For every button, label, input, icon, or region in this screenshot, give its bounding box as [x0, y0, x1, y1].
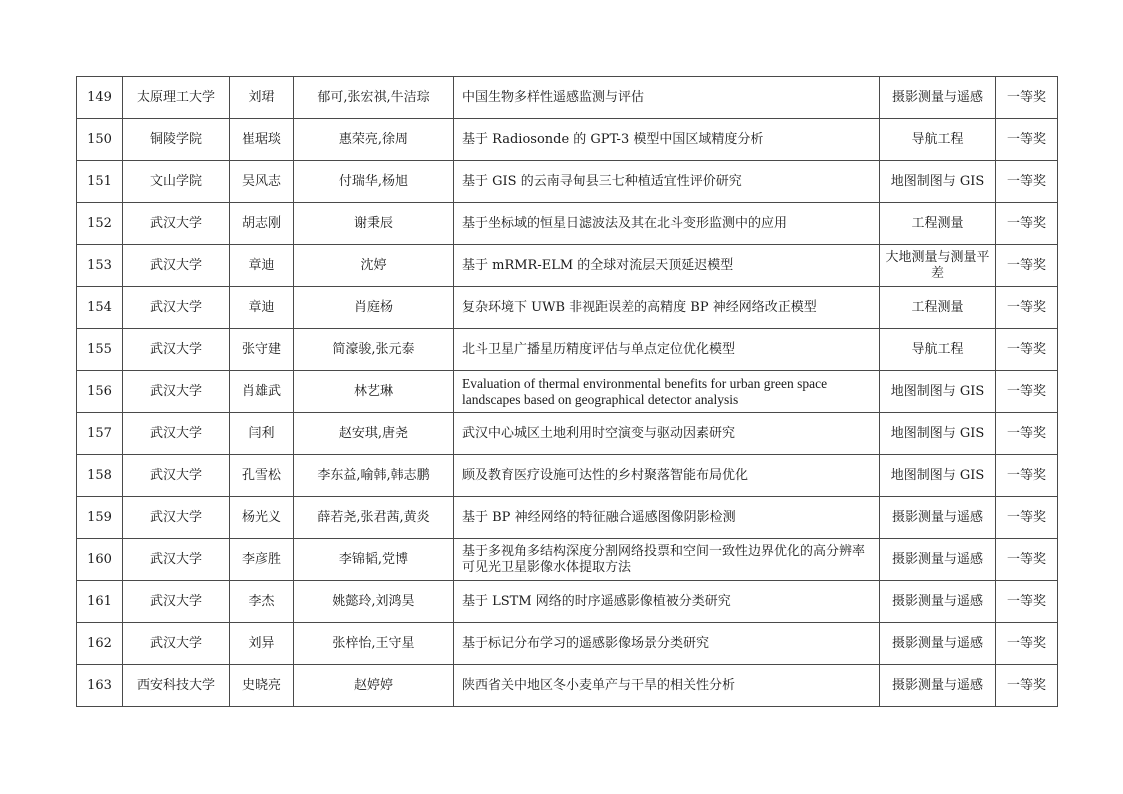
project-title-cell: 基于多视角多结构深度分割网络投票和空间一致性边界优化的高分辨率可见光卫星影像水体提取方法: [454, 539, 880, 581]
project-title-cell: 基于 GIS 的云南寻甸县三七种植适宜性评价研究: [454, 161, 880, 203]
row-number-cell: 153: [77, 245, 123, 287]
members-cell: 付瑞华,杨旭: [294, 161, 454, 203]
category-cell: 导航工程: [880, 329, 996, 371]
category-cell: 摄影测量与遥感: [880, 665, 996, 707]
members-cell: 谢秉辰: [294, 203, 454, 245]
members-cell: 赵安琪,唐尧: [294, 413, 454, 455]
table-row: [77, 77, 1058, 119]
advisor-cell: 刘异: [230, 623, 294, 665]
table-row: [77, 581, 1058, 623]
project-title-cell: 中国生物多样性遥感监测与评估: [454, 77, 880, 119]
row-number-cell: 157: [77, 413, 123, 455]
award-cell: 一等奖: [996, 455, 1058, 497]
row-number-cell: 160: [77, 539, 123, 581]
members-cell: 沈婷: [294, 245, 454, 287]
project-title-cell: 基于坐标域的恒星日滤波法及其在北斗变形监测中的应用: [454, 203, 880, 245]
category-cell: 摄影测量与遥感: [880, 623, 996, 665]
advisor-cell: 肖雄武: [230, 371, 294, 413]
advisor-cell: 章迪: [230, 287, 294, 329]
members-cell: 林艺琳: [294, 371, 454, 413]
row-number-cell: 156: [77, 371, 123, 413]
table-row: [77, 539, 1058, 581]
project-title-cell: 北斗卫星广播星历精度评估与单点定位优化模型: [454, 329, 880, 371]
row-number-cell: 158: [77, 455, 123, 497]
row-number-cell: 162: [77, 623, 123, 665]
advisor-cell: 李杰: [230, 581, 294, 623]
advisor-cell: 刘珺: [230, 77, 294, 119]
school-cell: 武汉大学: [123, 539, 230, 581]
members-cell: 赵婷婷: [294, 665, 454, 707]
members-cell: 郁可,张宏祺,牛洁琮: [294, 77, 454, 119]
row-number-cell: 149: [77, 77, 123, 119]
school-cell: 武汉大学: [123, 203, 230, 245]
members-cell: 薛若尧,张君茜,黄炎: [294, 497, 454, 539]
school-cell: 武汉大学: [123, 371, 230, 413]
members-cell: 李锦韬,党博: [294, 539, 454, 581]
awards-table: [76, 76, 1058, 707]
table-row: [77, 287, 1058, 329]
school-cell: 武汉大学: [123, 287, 230, 329]
school-cell: 文山学院: [123, 161, 230, 203]
category-cell: 摄影测量与遥感: [880, 581, 996, 623]
school-cell: 武汉大学: [123, 329, 230, 371]
category-cell: 摄影测量与遥感: [880, 77, 996, 119]
project-title-cell: 顾及教育医疗设施可达性的乡村聚落智能布局优化: [454, 455, 880, 497]
category-cell: 地图制图与 GIS: [880, 161, 996, 203]
category-cell: 地图制图与 GIS: [880, 413, 996, 455]
advisor-cell: 孔雪松: [230, 455, 294, 497]
row-number-cell: 155: [77, 329, 123, 371]
category-cell: 工程测量: [880, 203, 996, 245]
award-cell: 一等奖: [996, 539, 1058, 581]
school-cell: 武汉大学: [123, 413, 230, 455]
school-cell: 武汉大学: [123, 245, 230, 287]
members-cell: 张梓怡,王守星: [294, 623, 454, 665]
row-number-cell: 154: [77, 287, 123, 329]
award-cell: 一等奖: [996, 329, 1058, 371]
advisor-cell: 史晓亮: [230, 665, 294, 707]
row-number-cell: 150: [77, 119, 123, 161]
school-cell: 武汉大学: [123, 623, 230, 665]
category-cell: 导航工程: [880, 119, 996, 161]
award-cell: 一等奖: [996, 581, 1058, 623]
school-cell: 武汉大学: [123, 581, 230, 623]
table-row: [77, 119, 1058, 161]
awards-table-body: [77, 77, 1058, 707]
table-row: [77, 203, 1058, 245]
award-cell: 一等奖: [996, 371, 1058, 413]
table-row: [77, 455, 1058, 497]
school-cell: 武汉大学: [123, 497, 230, 539]
members-cell: 肖庭杨: [294, 287, 454, 329]
category-cell: 工程测量: [880, 287, 996, 329]
project-title-cell: 武汉中心城区土地利用时空演变与驱动因素研究: [454, 413, 880, 455]
advisor-cell: 吴风志: [230, 161, 294, 203]
members-cell: 李东益,喻韩,韩志鹏: [294, 455, 454, 497]
category-cell: 地图制图与 GIS: [880, 371, 996, 413]
row-number-cell: 159: [77, 497, 123, 539]
award-cell: 一等奖: [996, 119, 1058, 161]
table-row: [77, 371, 1058, 413]
members-cell: 简濠骏,张元泰: [294, 329, 454, 371]
school-cell: 西安科技大学: [123, 665, 230, 707]
project-title-cell: 基于 LSTM 网络的时序遥感影像植被分类研究: [454, 581, 880, 623]
table-row: [77, 245, 1058, 287]
advisor-cell: 崔琚琰: [230, 119, 294, 161]
members-cell: 姚懿玲,刘鸿昊: [294, 581, 454, 623]
table-row: [77, 623, 1058, 665]
award-cell: 一等奖: [996, 203, 1058, 245]
school-cell: 武汉大学: [123, 455, 230, 497]
table-row: [77, 161, 1058, 203]
advisor-cell: 章迪: [230, 245, 294, 287]
table-row: [77, 665, 1058, 707]
award-cell: 一等奖: [996, 413, 1058, 455]
project-title-cell: 复杂环境下 UWB 非视距误差的高精度 BP 神经网络改正模型: [454, 287, 880, 329]
category-cell: 摄影测量与遥感: [880, 497, 996, 539]
advisor-cell: 杨光义: [230, 497, 294, 539]
award-cell: 一等奖: [996, 245, 1058, 287]
table-row: [77, 329, 1058, 371]
award-cell: 一等奖: [996, 623, 1058, 665]
project-title-cell: 陕西省关中地区冬小麦单产与干旱的相关性分析: [454, 665, 880, 707]
school-cell: 铜陵学院: [123, 119, 230, 161]
table-row: [77, 413, 1058, 455]
row-number-cell: 152: [77, 203, 123, 245]
project-title-cell: 基于 mRMR-ELM 的全球对流层天顶延迟模型: [454, 245, 880, 287]
award-cell: 一等奖: [996, 287, 1058, 329]
row-number-cell: 151: [77, 161, 123, 203]
project-title-cell: 基于标记分布学习的遥感影像场景分类研究: [454, 623, 880, 665]
advisor-cell: 张守建: [230, 329, 294, 371]
project-title-cell: 基于 Radiosonde 的 GPT-3 模型中国区域精度分析: [454, 119, 880, 161]
row-number-cell: 163: [77, 665, 123, 707]
project-title-cell: Evaluation of thermal environmental benefits for urban green space landscapes based on geographical detector analysis: [454, 371, 880, 413]
advisor-cell: 李彦胜: [230, 539, 294, 581]
category-cell: 大地测量与测量平差: [880, 245, 996, 287]
members-cell: 惠荣亮,徐周: [294, 119, 454, 161]
advisor-cell: 胡志刚: [230, 203, 294, 245]
table-row: [77, 497, 1058, 539]
award-cell: 一等奖: [996, 665, 1058, 707]
category-cell: 地图制图与 GIS: [880, 455, 996, 497]
row-number-cell: 161: [77, 581, 123, 623]
advisor-cell: 闫利: [230, 413, 294, 455]
school-cell: 太原理工大学: [123, 77, 230, 119]
project-title-cell: 基于 BP 神经网络的特征融合遥感图像阴影检测: [454, 497, 880, 539]
category-cell: 摄影测量与遥感: [880, 539, 996, 581]
award-cell: 一等奖: [996, 161, 1058, 203]
award-cell: 一等奖: [996, 77, 1058, 119]
award-cell: 一等奖: [996, 497, 1058, 539]
